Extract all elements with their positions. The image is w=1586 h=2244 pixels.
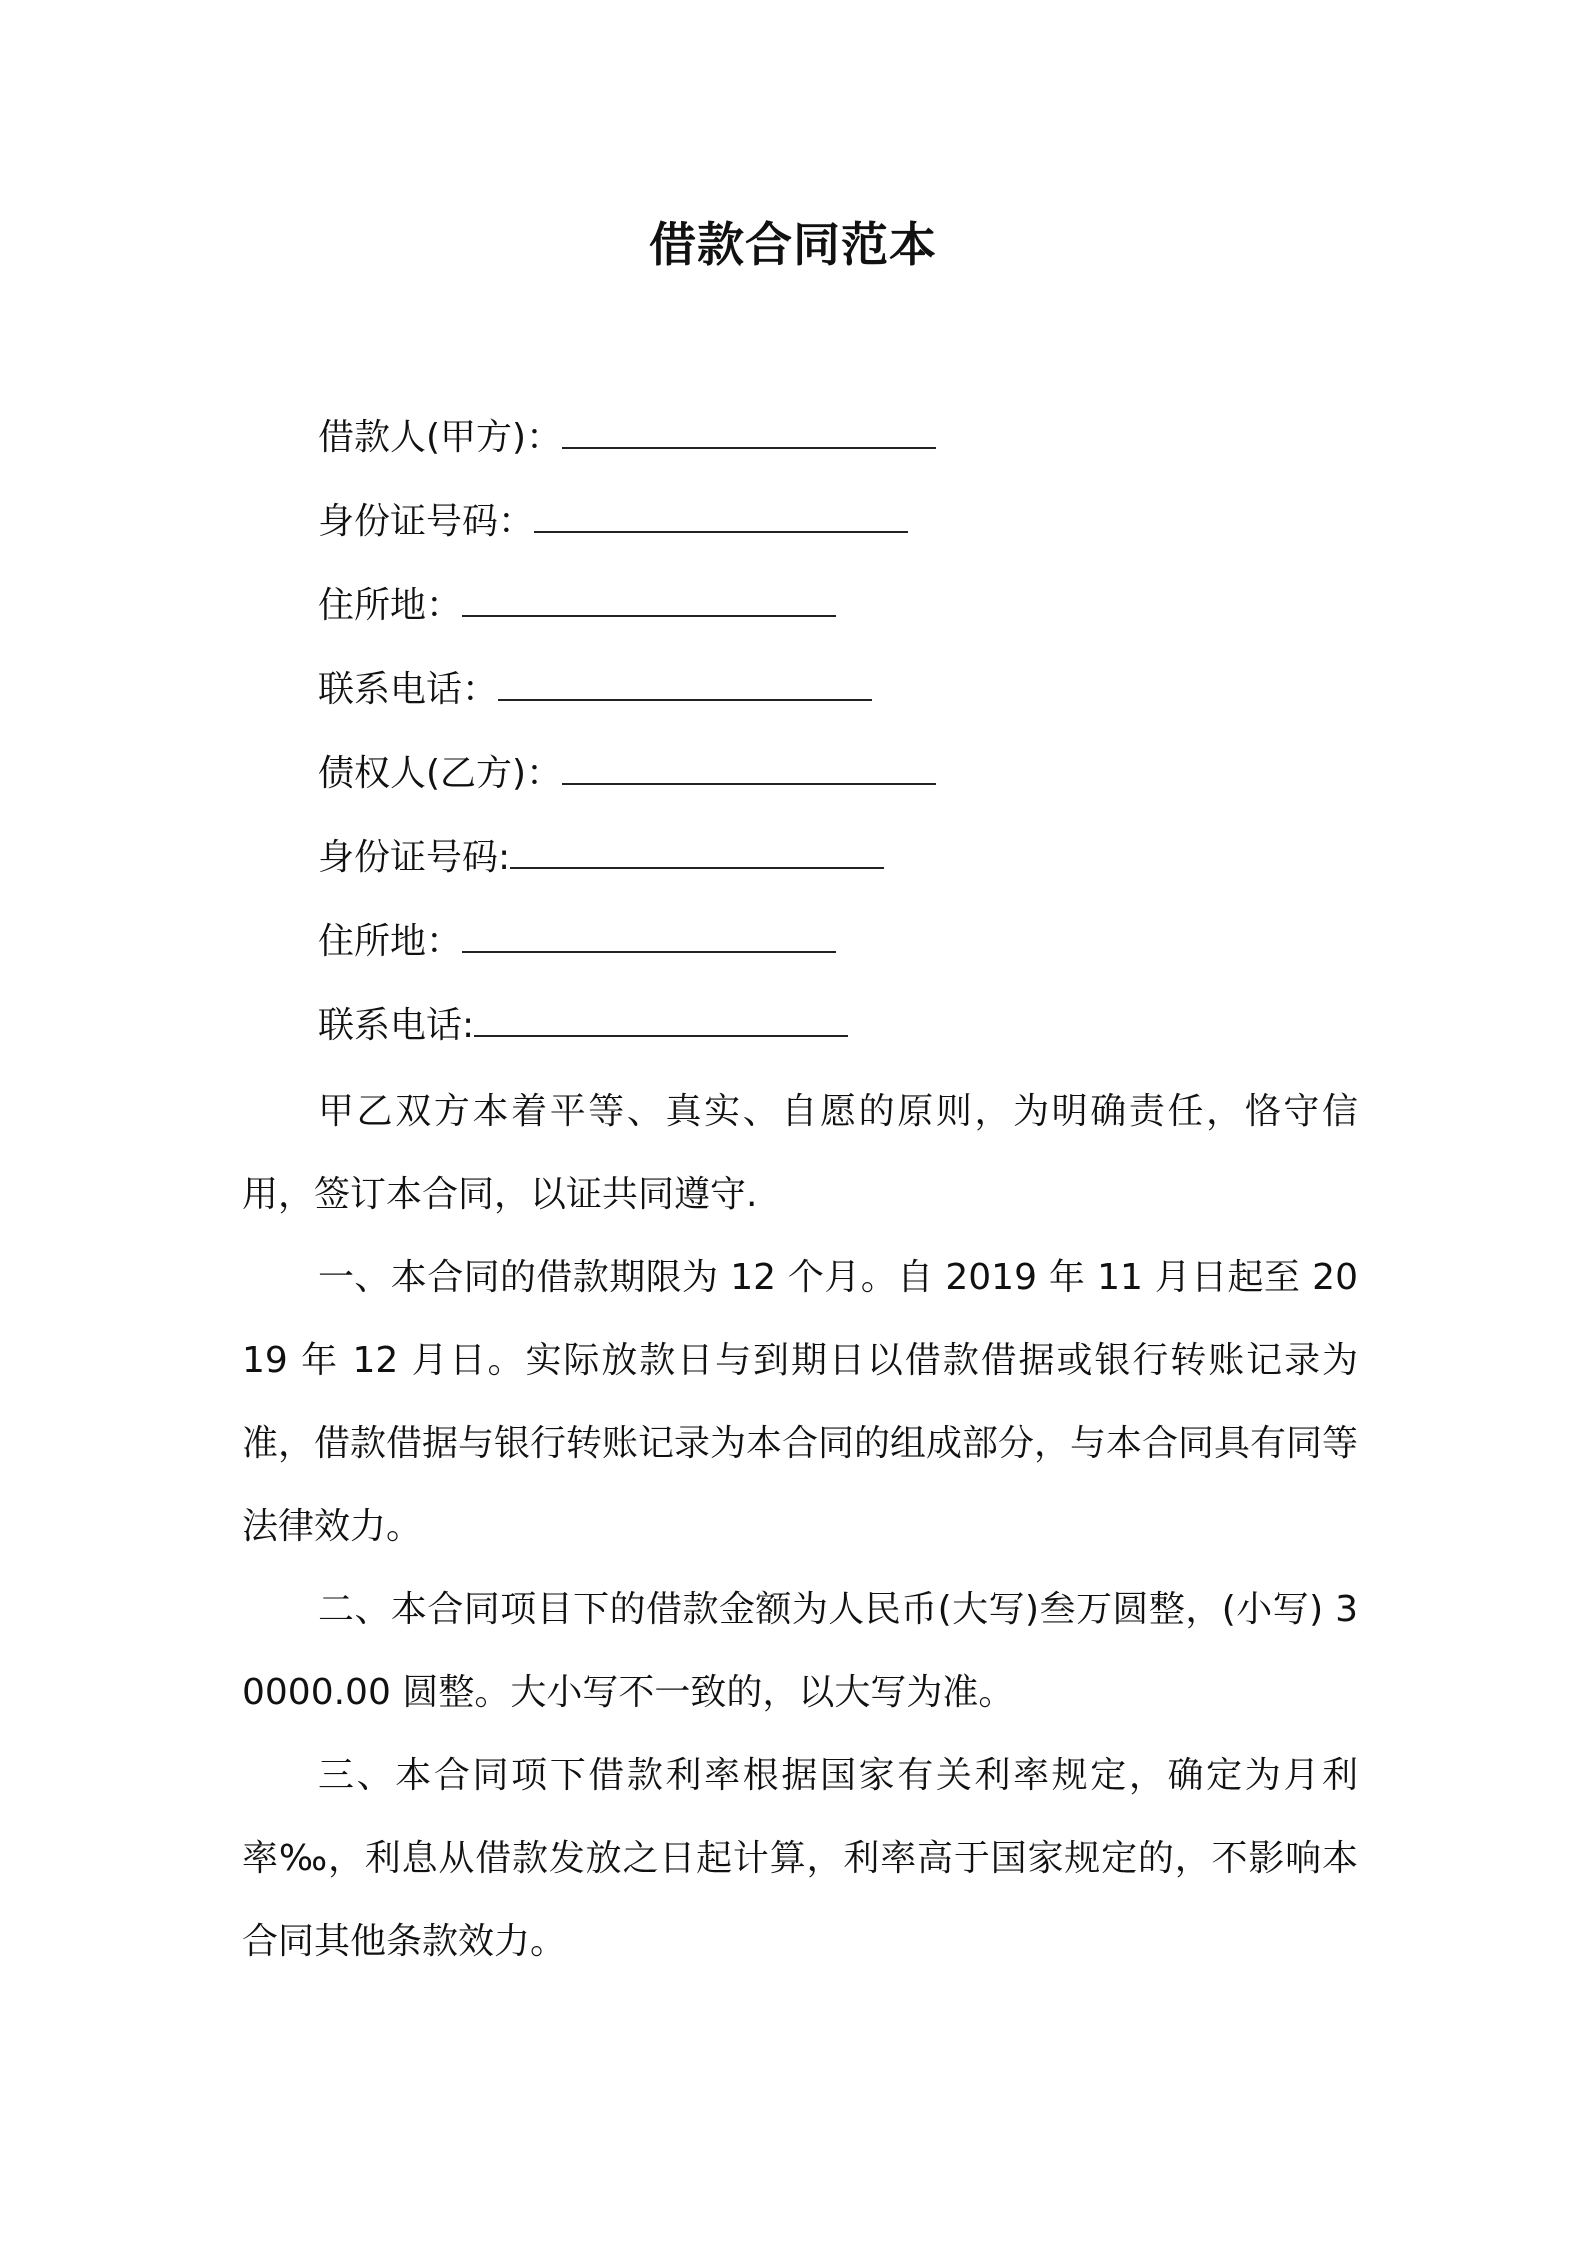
contract-body xyxy=(242,1070,1358,1983)
field-label: 联系电话： xyxy=(318,669,499,710)
field-label: 借款人(甲方)： xyxy=(318,417,563,458)
creditor-phone-field xyxy=(318,992,1368,1076)
clause-three-interest-rate: 三、本合同项下借款利率根据国家有关利率规定，确定为月利率‰，利息从借款发放之日起计算，利率高于国家规定的，不影响本合同其他条款效力。 xyxy=(242,1755,1358,1962)
borrower-phone-field xyxy=(318,656,1368,740)
clause-two-loan-amount: 二、本合同项目下的借款金额为人民币(大写)叁万圆整，(小写) 30000.00 圆整。大小写不一致的，以大写为准。 xyxy=(242,1589,1358,1713)
borrower-id-field xyxy=(318,488,1368,572)
field-label: 身份证号码： xyxy=(318,501,535,542)
field-label: 债权人(乙方)： xyxy=(318,753,563,794)
creditor-address-field xyxy=(318,908,1368,992)
fill-in-blank xyxy=(562,745,936,785)
field-label: 住所地： xyxy=(318,585,463,626)
document-title: 借款合同范本 xyxy=(649,218,937,273)
borrower-name-field xyxy=(318,404,1368,488)
field-label: 住所地： xyxy=(318,921,463,962)
borrower-address-field xyxy=(318,572,1368,656)
fill-in-blank xyxy=(498,661,872,701)
fill-in-blank xyxy=(510,829,884,869)
fill-in-blank xyxy=(474,997,848,1037)
field-label: 身份证号码: xyxy=(318,837,511,878)
preamble-paragraph: 甲乙双方本着平等、真实、自愿的原则，为明确责任，恪守信用，签订本合同，以证共同遵守. xyxy=(242,1091,1358,1215)
fill-in-blank xyxy=(462,577,836,617)
fill-in-blank xyxy=(562,409,936,449)
creditor-id-field xyxy=(318,824,1368,908)
fill-in-blank xyxy=(534,493,908,533)
fill-in-blank xyxy=(462,913,836,953)
clause-one-loan-term: 一、本合同的借款期限为 12 个月。自 2019 年 11 月日起至 2019 年 12 月日。实际放款日与到期日以借款借据或银行转账记录为准，借款借据与银行转账记录为本合同的组成部分，与本合同具有同等法律效力。 xyxy=(242,1257,1359,1547)
creditor-name-field xyxy=(318,740,1368,824)
party-info-fields xyxy=(318,404,1368,1076)
field-label: 联系电话: xyxy=(318,1005,475,1046)
